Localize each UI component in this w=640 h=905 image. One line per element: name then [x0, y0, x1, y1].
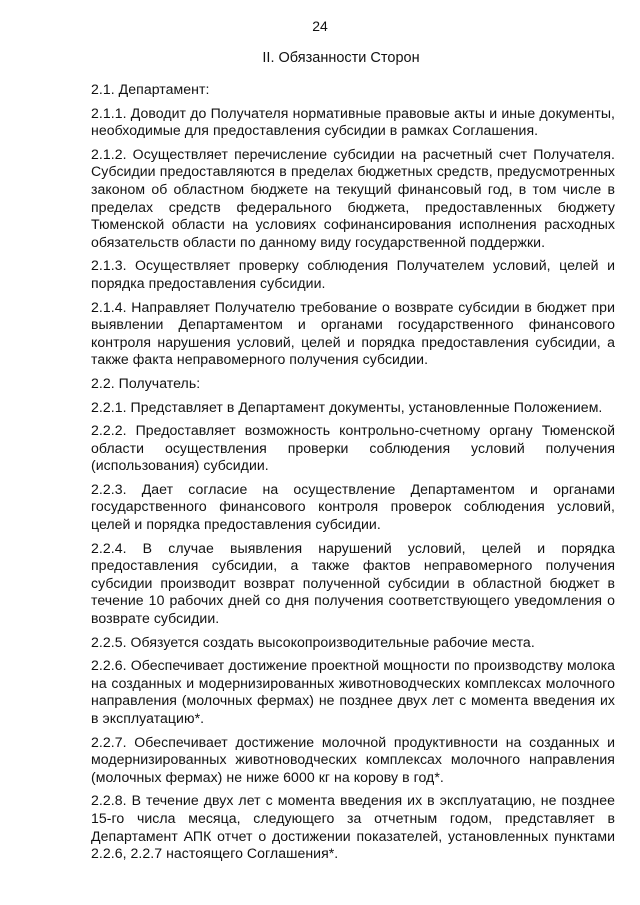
paragraph-2-1-2: 2.1.2. Осуществляет перечисление субсидии на расчетный счет Получателя. Субсидии предоставляются в пределах бюджетных средств, предусмотренных законом об областном бюджете на текущий финансовый год, в том числе в пределах средств федерального бюджета, предоставленных бюджету Тюменской области на условиях софинансирования исполнения расходных обязательств области по данному виду государственной поддержки. [91, 145, 615, 250]
paragraph-2-2-2: 2.2.2. Предоставляет возможность контрольно-счетному органу Тюменской области осуществления проверки соблюдения условий получения (использования) субсидии. [91, 422, 615, 474]
section-title: II. Обязанности Сторон [262, 50, 420, 66]
paragraph-2-1-3: 2.1.3. Осуществляет проверку соблюдения Получателем условий, целей и порядка предоставления субсидии. [91, 257, 615, 291]
paragraph-2-2-3: 2.2.3. Дает согласие на осуществление Департаментом и органами государственного финансового контроля проверок соблюдения условий, целей и порядка предоставления субсидии. [91, 480, 615, 533]
paragraph-2-2-8: 2.2.8. В течение двух лет с момента введения их в эксплуатацию, не позднее 15-го числа месяца, следующего за отчетным годом, представляет в Департамент АПК отчет о достижении показателей, установленных пунктами 2.2.6, 2.2.7 настоящего Соглашения*. [91, 792, 615, 862]
document-body [91, 81, 615, 869]
paragraph-2-2-1: 2.2.1. Представляет в Департамент документы, установленные Положением. [91, 398, 603, 415]
paragraph-2-1-1: 2.1.1. Доводит до Получателя нормативные правовые акты и иные документы, необходимые для предоставления субсидии в рамках Соглашения. [91, 104, 615, 139]
paragraph-2-2: 2.2. Получатель: [91, 374, 201, 391]
paragraph-2-2-6: 2.2.6. Обеспечивает достижение проектной мощности по производству молока на созданных и модернизированных животноводческих комплексах молочного направления (молочных фермах) не позднее двух лет с момента введения их в эксплуатацию*. [91, 657, 615, 726]
paragraph-2-1-4: 2.1.4. Направляет Получателю требование о возврате субсидии в бюджет при выявлении Департаментом и органами государственного финансового контроля нарушения условий, целей и порядка предоставления субсидии, а также факта неправомерного получения субсидии. [91, 298, 615, 368]
page-number: 24 [312, 18, 328, 34]
paragraph-2-2-4: 2.2.4. В случае выявления нарушений условий, целей и порядка предоставления субсидии, а также фактов неправомерного получения субсидии производит возврат полученной субсидии в областной бюджет в течение 10 рабочих дней со дня получения соответствующего уведомления о возврате субсидии. [91, 539, 615, 627]
paragraph-2-2-5: 2.2.5. Обязуется создать высокопроизводительные рабочие места. [91, 633, 535, 650]
paragraph-2-2-7: 2.2.7. Обеспечивает достижение молочной продуктивности на созданных и модернизированных животноводческих комплексах молочного направления (молочных фермах) не ниже 6000 кг на корову в год*. [91, 733, 615, 785]
paragraph-2-1: 2.1. Департамент: [91, 81, 210, 97]
